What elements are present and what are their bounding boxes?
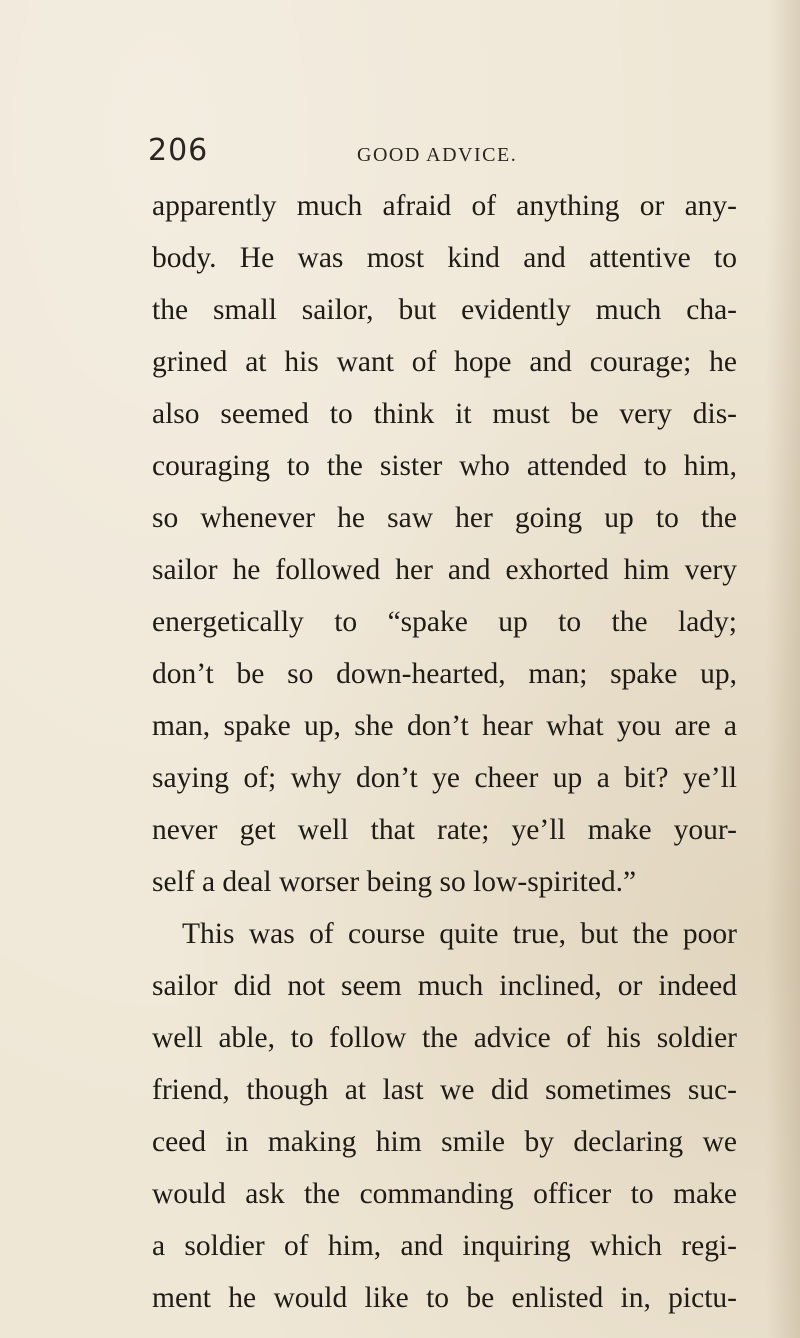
text-line: This was of course quite true, but the poor: [182, 918, 737, 950]
text-line: couraging to the sister who attended to him,: [152, 450, 737, 482]
text-line: energetically to “spake up to the lady;: [152, 606, 737, 638]
page-edge-shadow: [766, 0, 800, 1338]
text-line: ment he would like to be enlisted in, pictu-: [152, 1282, 737, 1314]
text-line: also seemed to think it must be very dis-: [152, 398, 737, 430]
text-line: don’t be so down-hearted, man; spake up,: [152, 658, 737, 690]
text-line: a soldier of him, and inquiring which regi-: [152, 1230, 737, 1262]
body-text: [152, 180, 737, 1324]
text-line: so whenever he saw her going up to the: [152, 502, 737, 534]
text-line: would ask the commanding officer to make: [152, 1178, 737, 1210]
running-head: GOOD ADVICE.: [357, 144, 518, 166]
text-line: body. He was most kind and attentive to: [152, 242, 737, 274]
text-line: ceed in making him smile by declaring we: [152, 1126, 737, 1158]
text-line: saying of; why don’t ye cheer up a bit? ye’ll: [152, 762, 737, 794]
text-line: sailor did not seem much inclined, or indeed: [152, 970, 737, 1002]
text-line: self a deal worser being so low-spirited.”: [152, 866, 637, 898]
text-line: man, spake up, she don’t hear what you are a: [152, 710, 737, 742]
text-line: well able, to follow the advice of his soldier: [152, 1022, 737, 1054]
text-line: grined at his want of hope and courage; he: [152, 346, 737, 378]
text-line: apparently much afraid of anything or any-: [152, 190, 737, 222]
text-line: sailor he followed her and exhorted him very: [152, 554, 737, 586]
text-line: friend, though at last we did sometimes suc-: [152, 1074, 737, 1106]
page-header: [148, 133, 748, 176]
page-number: 206: [148, 133, 209, 168]
text-line: the small sailor, but evidently much cha-: [152, 294, 737, 326]
text-line: never get well that rate; ye’ll make your-: [152, 814, 737, 846]
